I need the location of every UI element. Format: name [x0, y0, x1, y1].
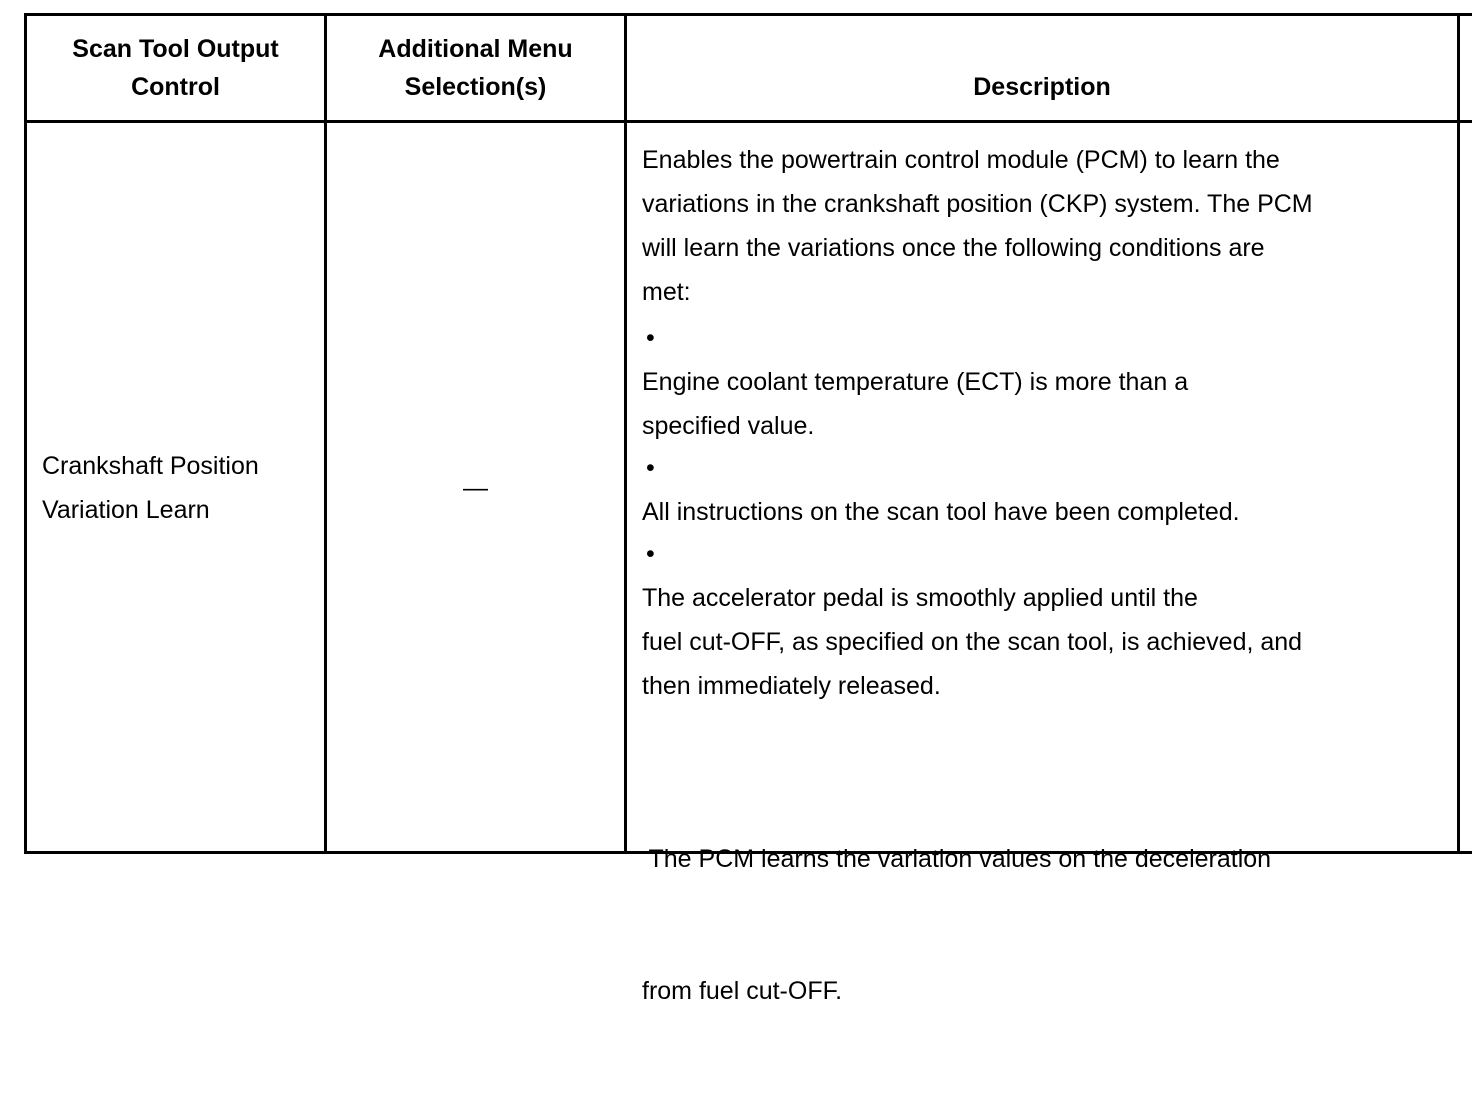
header-scan-tool-output-control: Scan Tool Output Control	[72, 35, 279, 101]
column-divider-2	[624, 13, 627, 854]
bullet-dot: •	[646, 454, 655, 482]
bullet-dot: •	[646, 540, 655, 568]
description-bullet-2: • All instructions on the scan tool have been completed.	[642, 446, 1240, 534]
header-divider	[24, 120, 1472, 123]
header-additional-menu-selections: Additional Menu Selection(s)	[378, 35, 573, 101]
column-divider-right	[1457, 13, 1460, 854]
description-intro: Enables the powertrain control module (PCM) to learn the variations in the crankshaft position (CKP) system. The PCM will learn the variations once the following conditions are met:	[642, 146, 1313, 306]
bullet-dot: •	[646, 324, 655, 352]
cell-menu-selection: —	[463, 474, 488, 502]
description-bullet-1: • Engine coolant temperature (ECT) is more than a specified value.	[642, 316, 1188, 448]
header-description: Description	[973, 73, 1111, 101]
description-closing: The PCM learns the variation values on the deceleration from fuel cut-OFF.	[642, 845, 1272, 1005]
column-divider-1	[324, 13, 327, 854]
description-bullet-3: • The accelerator pedal is smoothly applied until the fuel cut-OFF, as specified on the scan tool, is achieved, and then immediately released.	[642, 532, 1302, 708]
cell-control-name: Crankshaft Position Variation Learn	[42, 452, 259, 524]
